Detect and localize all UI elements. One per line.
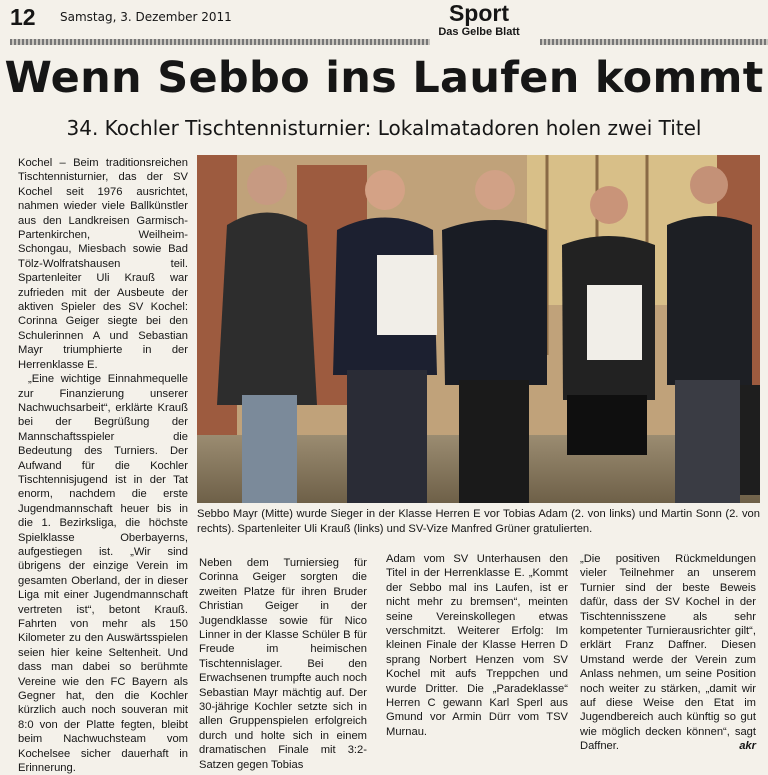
- headline: Wenn Sebbo ins Laufen kommt: [4, 53, 764, 103]
- header-rule-left: [10, 39, 430, 45]
- publication-name: Das Gelbe Blatt: [438, 26, 520, 38]
- section-header: [420, 0, 538, 38]
- col4-text: „Die positiven Rückmeldungen vieler Teilnehmer an unserem Turnier sind der beste Beweis dafür, dass der SV Kochel in der Tischtennisszene als sehr kompetenter Turnierausrichter gilt“, erklärt Franz Daffner. Diesen Umstand werde der Verein zum Anlass nehmen, um seine Position noch weiter zu stärken, „damit wir auf diese Weise den Etat im Jugendbereich auch künftig so gut wie möglich decken können“, sagt Daffner.: [580, 553, 756, 753]
- issue-date: Samstag, 3. Dezember 2011: [60, 10, 232, 24]
- page-number: 12: [10, 4, 36, 30]
- team-photo-image: [197, 155, 760, 503]
- team-photo: [197, 155, 760, 503]
- photo-caption: Sebbo Mayr (Mitte) wurde Sieger in der Klasse Herren E vor Tobias Adam (2. von links) und Martin Sonn (2. von rechts). Spartenleiter Uli Krauß (links) und SV-Vize Manfred Grüner gratulierten.: [197, 508, 760, 535]
- author-signature: akr: [739, 740, 756, 753]
- article-column-1: [18, 156, 188, 775]
- col1-paragraph-2: „Eine wichtige Einnahmequelle zur Finanzierung unserer Nachwuchsarbeit“, erklärte Krauß bei der Begrüßung der Mannschaftsspieler die Bedeutung des Turniers. Der Aufwand für die Kochler Tischtennisjugend ist in der Tat enorm, nachdem die erste Jugendmannschaft heuer bis in die 1. Bezirksliga, die höchste Spielklasse Oberbayerns, aufgestiegen ist. „Wir sind übrigens der einzige Verein im gesamten Oberland, der in dieser Liga mit einer Jugendmannschaft vertreten ist“, betont Krauß. Fahrten von mehr als 150 Kilometer zu den Auswärtsspielen seien hier keine Seltenheit. Und dass man dabei so berühmte Vereine wie den FC Bayern als Gegner hat, den die Kochler kürzlich auch noch souveran mit 8:0 von der Platte fegten, bleibt beim Nachwuchsteam vom Kochelsee sicher dauerhaft in Erinnerung.: [18, 373, 188, 775]
- col3-paragraph-1: Adam vom SV Unterhausen den Titel in der Herrenklasse E. „Kommt der Sebbo mal ins Laufen, ist er nicht mehr zu bremsen“, meinten seine Vereinskollegen etwas verschmitzt. Weiterer Erfolg: Im kleinen Finale der Klasse Herren D sprang Norbert Henzen vom SV Kochel mit aufs Treppchen und wurde Dritter. Die „Paradeklasse“ Herren C gewann Karl Sperl aus Gmund vor Armin Dürr vom TSV Murnau.: [386, 553, 568, 738]
- section-title: Sport: [448, 0, 510, 26]
- col2-paragraph-1: Neben dem Turniersieg für Corinna Geiger sorgten die zweiten Platze für ihren Bruder Christian Geiger in der Jugendklasse sowie für Nico Linner in der Klasse Schüler B für Freude im heimischen Tischtennislager. Bei den Erwachsenen trumpfte auch noch Sebastian Mayr mächtig auf. Der 30-jährige Kochler setzte sich in allen Gruppenspielen erfolgreich durch und holte sich in einem dramatischen Finale mit 3:2-Satzen gegen Tobias: [199, 557, 367, 771]
- col1-paragraph-1: Kochel – Beim traditionsreichen Tischtennisturnier, das der SV Kochel seit 1976 ausrichtet, nahmen wieder viele Ballkünstler aus den Landkreisen Garmisch-Partenkirchen, Weilheim-Schongau, Miesbach sowie Bad Tölz-Wolfratshausen teil. Spartenleiter Uli Krauß war zufrieden mit der Ausbeute der aktiven Spieler des SV Kochel: Corinna Geiger siegte bei den Schulerinnen A und Sebastian Mayr triumphierte in der Herrenklasse E.: [18, 157, 188, 371]
- col4-paragraph-1: [580, 552, 756, 754]
- article-column-2: [199, 556, 367, 772]
- article-column-4: [580, 552, 756, 754]
- article-column-3: [386, 552, 568, 739]
- header-rule-right: [540, 39, 768, 45]
- subheadline: 34. Kochler Tischtennisturnier: Lokalmatadoren holen zwei Titel: [66, 116, 702, 140]
